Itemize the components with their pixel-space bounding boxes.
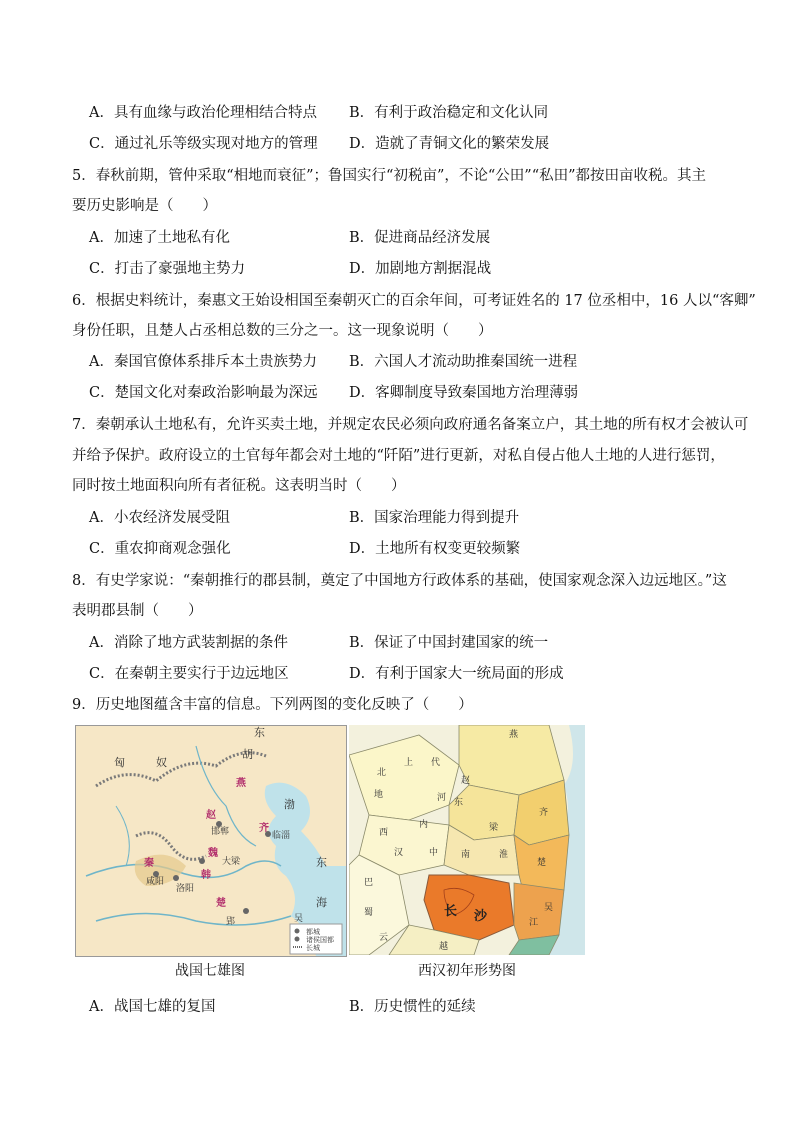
q8-stem-line2: 表明郡县制（ ） (72, 603, 203, 619)
q8-option-c: C．在秦朝主要实行于边远地区 (89, 666, 289, 682)
q5-option-a: A．加速了土地私有化 (89, 230, 230, 246)
map1-caption: 战国七雄图 (175, 963, 245, 979)
map1-label-donghu2: 胡 (242, 748, 253, 761)
map2-label-sha: 沙 (474, 909, 488, 924)
q5-option-c: C．打击了豪强地主势力 (89, 261, 246, 277)
map1-label-ying: 郢 (226, 917, 236, 927)
map1-label-linzi: 临淄 (272, 831, 291, 841)
map2-label-chang: 长 (444, 904, 458, 919)
map2-label-bei: 北 (377, 768, 387, 778)
map2-label-han: 汉 (394, 848, 404, 858)
map1-label-qin: 秦 (144, 858, 154, 869)
map1-label-xianyang: 咸阳 (146, 877, 165, 887)
map1-label-han: 韩 (201, 870, 211, 881)
q6-option-c: C．楚国文化对秦政治影响最为深远 (89, 385, 318, 401)
map1-label-dong: 东 (316, 856, 327, 869)
q7-stem-line3: 同时按土地面积向所有者征税。这表明当时（ ） (72, 478, 406, 494)
q4-option-c: C．通过礼乐等级实现对地方的管理 (89, 136, 318, 152)
q5-stem-line2: 要历史影响是（ ） (72, 198, 217, 214)
map2-label-liang: 梁 (489, 823, 499, 833)
map1-label-chu: 楚 (216, 898, 226, 909)
map1-label-wu: 吴 (294, 914, 304, 924)
q7-stem-line1: 7．秦朝承认土地私有，允许买卖土地，并规定农民必须向政府通名备案立户，其土地的所有权才会被认可 (72, 417, 749, 433)
map1-legend-capital: 都城 (306, 928, 320, 936)
map2-caption: 西汉初年形势图 (418, 963, 516, 979)
map2-label-yan: 燕 (509, 730, 519, 740)
q7-stem-line2: 并给予保护。政府设立的土官每年都会对土地的“阡陌”进行更新，对私自侵占他人土地的人进行惩罚， (72, 448, 725, 464)
q5-stem-line1: 5．春秋前期，管仲采取“相地而衰征”；鲁国实行“初税亩”，不论“公田”“私田”都按田亩收税。其主 (72, 168, 707, 184)
map2-label-zhao: 赵 (461, 776, 471, 786)
q6-option-a: A．秦国官僚体系排斥本土贵族势力 (89, 354, 317, 370)
map1-label-zhao: 赵 (206, 810, 216, 821)
map2-label-shu: 蜀 (364, 908, 374, 918)
q7-option-c: C．重农抑商观念强化 (89, 541, 231, 557)
q8-stem-line1: 8．有史学家说：“秦朝推行的郡县制，奠定了中国地方行政体系的基础，使国家观念深入边远地区。”这 (72, 573, 727, 589)
map1-label-hai: 海 (316, 896, 327, 909)
q8-option-d: D．有利于国家大一统局面的形成 (349, 666, 564, 682)
q7-option-d: D．土地所有权变更较频繁 (349, 541, 521, 557)
q9-stem-line1: 9．历史地图蕴含丰富的信息。下列两图的变化反映了（ ） (72, 697, 473, 713)
q4-option-d: D．造就了青铜文化的繁荣发展 (349, 136, 550, 152)
map2-label-dai: 代 (431, 758, 441, 768)
q8-option-b: B．保证了中国封建国家的统一 (349, 635, 549, 651)
map2-label-zhong: 中 (429, 848, 439, 858)
q6-stem-line2: 身份任职，且楚人占丞相总数的三分之一。这一现象说明（ ） (72, 323, 493, 339)
map2-label-chu: 楚 (537, 858, 547, 868)
map1-label-wei: 魏 (208, 848, 218, 859)
q5-option-b: B．促进商品经济发展 (349, 230, 491, 246)
map2-label-jiang: 江 (529, 918, 539, 928)
q6-stem-line1: 6．根据史料统计，秦惠文王始设相国至秦朝灭亡的百余年间，可考证姓名的 17 位丞相中，16 人以“客卿” (72, 293, 756, 309)
q4-option-a: A．具有血缘与政治伦理相结合特点 (89, 105, 317, 121)
q4-option-b: B．有利于政治稳定和文化认同 (349, 105, 549, 121)
map1-label-donghu1: 东 (254, 726, 265, 739)
q7-option-a: A．小农经济发展受阻 (89, 510, 230, 526)
q8-option-a: A．消除了地方武装割据的条件 (89, 635, 288, 651)
q5-option-d: D．加剧地方割据混战 (349, 261, 492, 277)
map1-label-handan: 邯郸 (211, 827, 230, 837)
map1-label-qi: 齐 (259, 823, 269, 834)
western-han-map (349, 725, 585, 955)
map2-label-nan: 南 (461, 850, 471, 860)
map1-label-yan: 燕 (236, 778, 246, 789)
map1-label-bo: 渤 (284, 798, 295, 811)
map1-legend-wall: 长城 (306, 944, 320, 952)
q9-option-b: B．历史惯性的延续 (349, 999, 476, 1015)
map2-label-huai: 淮 (499, 850, 509, 860)
map2-label-yun: 云 (379, 933, 389, 943)
q6-option-b: B．六国人才流动助推秦国统一进程 (349, 354, 578, 370)
map2-label-ba: 巴 (364, 878, 374, 888)
map2-label-nei: 内 (419, 820, 429, 830)
map1-label-daliang: 大梁 (222, 857, 241, 867)
map2-label-di: 地 (374, 790, 384, 800)
q9-option-a: A．战国七雄的复国 (89, 999, 216, 1015)
map2-label-shang: 上 (404, 758, 414, 768)
map2-label-xi: 西 (379, 828, 389, 838)
map1-label-xiongnu2: 奴 (156, 756, 167, 769)
map1-legend-state: 诸侯国都 (306, 936, 334, 944)
map2-label-yue: 越 (439, 942, 449, 952)
map2-label-dong: 东 (454, 798, 464, 808)
warring-states-map (75, 725, 347, 957)
q7-option-b: B．国家治理能力得到提升 (349, 510, 520, 526)
map1-label-luoyang: 洛阳 (176, 884, 195, 894)
map1-label-xiongnu1: 匈 (114, 756, 125, 769)
map2-label-wu: 吴 (544, 903, 554, 913)
q6-option-d: D．客卿制度导致秦国地方治理薄弱 (349, 385, 579, 401)
map2-label-he: 河 (437, 793, 447, 803)
map2-label-qi: 齐 (539, 808, 549, 818)
